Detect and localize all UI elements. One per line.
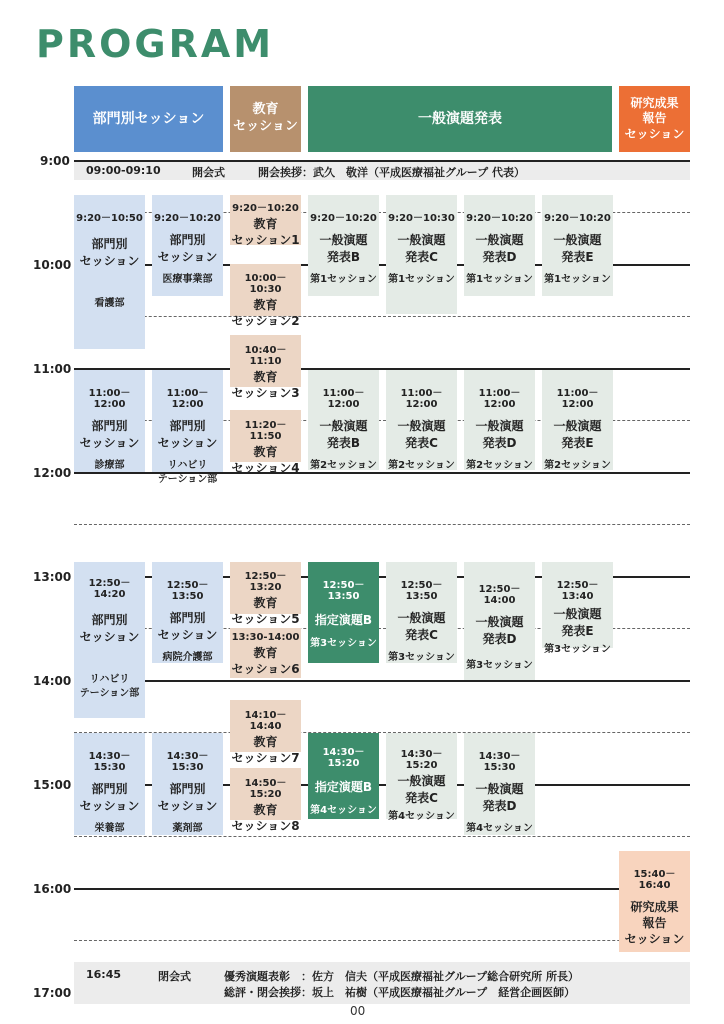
session-name: 教育 セッション6: [231, 646, 300, 677]
session-time: 11:00－12:00: [478, 388, 521, 410]
header-bumon: [74, 86, 223, 152]
session-name: 指定演題B: [314, 613, 373, 627]
time-label: 9:00: [40, 154, 70, 168]
session-time: 9:20－10:30: [388, 213, 455, 224]
session-sub: 第1セッション: [388, 273, 455, 285]
session-block: [152, 370, 223, 485]
session-block: [152, 733, 223, 835]
header-kyoiku-label: 教育 セッション: [233, 102, 298, 134]
session-block: [74, 562, 145, 718]
opening-name: 開会式: [192, 166, 225, 179]
session-name: 一般演題 発表C: [397, 419, 446, 451]
session-name: 一般演題 発表C: [397, 233, 446, 265]
session-sub: 医療事業部: [162, 273, 213, 285]
session-name: 教育 セッション3: [231, 370, 300, 401]
session-time: 11:00－12:00: [556, 388, 599, 410]
session-block: [230, 562, 301, 627]
half-hour-line: [74, 316, 690, 317]
time-label: 13:00: [33, 570, 72, 584]
session-block: [308, 733, 379, 819]
session-time: 9:20－10:20: [154, 213, 221, 224]
session-time: 13:30-14:00: [231, 632, 300, 643]
session-sub: 病院介護部: [162, 651, 213, 663]
session-time: 11:00－12:00: [400, 388, 443, 410]
session-time: 12:50－14:00: [478, 584, 521, 606]
session-block: [464, 370, 535, 470]
session-time: 15:40－16:40: [633, 869, 676, 891]
session-block: [542, 195, 613, 296]
closing-line2: 総評・閉会挨拶：坂上 祐樹（平成医療福祉グループ 経営企画医師）: [224, 986, 576, 999]
half-hour-line: [74, 836, 690, 837]
session-block: [230, 195, 301, 248]
session-block: [308, 562, 379, 663]
session-block: [542, 370, 613, 470]
session-sub: 診療部: [94, 459, 125, 471]
half-hour-line: [74, 940, 690, 941]
session-name: 部門別 セッション: [79, 237, 140, 269]
session-block: [619, 851, 690, 952]
session-name: 部門別 セッション: [79, 419, 140, 451]
session-time: 12:50－13:40: [556, 580, 599, 602]
session-block: [230, 768, 301, 834]
session-time: 9:20－10:20: [310, 213, 377, 224]
session-time: 11:00－12:00: [166, 388, 209, 410]
session-sub: 第3セッション: [310, 638, 377, 650]
session-block: [308, 370, 379, 470]
session-name: 一般演題 発表D: [475, 782, 524, 814]
closing-name: 閉会式: [158, 970, 191, 983]
header-ippan: [308, 86, 612, 152]
session-name: 一般演題 発表B: [319, 233, 368, 265]
hour-line: [74, 680, 690, 682]
session-time: 12:50－13:50: [322, 580, 365, 602]
session-time: 9:20－10:20: [466, 213, 533, 224]
header-kyoiku: [230, 86, 301, 152]
session-block: [230, 335, 301, 401]
session-sub: 第4セッション: [466, 822, 533, 834]
session-block: [74, 370, 145, 472]
session-block: [464, 195, 535, 296]
session-sub: 第2セッション: [466, 459, 533, 471]
session-sub: 第2セッション: [310, 459, 377, 471]
closing-line1: 優秀演題表彰 ：佐方 信夫（平成医療福祉グループ総合研究所 所長）: [224, 970, 579, 983]
session-name: 教育 セッション5: [231, 596, 300, 627]
page-number: 00: [350, 1004, 366, 1018]
session-block: [152, 195, 223, 296]
session-name: 教育 セッション4: [231, 445, 300, 476]
session-sub: 第2セッション: [544, 459, 611, 471]
session-block: [386, 195, 457, 314]
session-sub: 第1セッション: [466, 273, 533, 285]
session-block: [152, 562, 223, 663]
session-name: 指定演題B: [314, 780, 373, 794]
session-block: [386, 562, 457, 663]
session-block: [74, 733, 145, 835]
session-block: [230, 264, 301, 329]
session-block: [308, 195, 379, 296]
session-name: 一般演題 発表E: [553, 419, 602, 451]
session-time: 14:50－15:20: [244, 778, 287, 800]
time-label: 14:00: [33, 674, 72, 688]
closing-ceremony-bar: [74, 962, 690, 1004]
session-sub: リハビリ テーション部: [79, 673, 140, 699]
opening-desc: 開会挨拶：武久 敬洋（平成医療福祉グループ 代表）: [258, 166, 525, 179]
session-time: 12:50－13:20: [244, 571, 287, 593]
session-sub: 第2セッション: [388, 459, 455, 471]
time-label: 11:00: [33, 362, 72, 376]
session-time: 9:20－10:50: [76, 213, 143, 224]
header-kenkyu: [619, 86, 690, 152]
hour-line: [74, 888, 690, 890]
session-sub: 第4セッション: [388, 810, 455, 822]
session-time: 9:20－10:20: [232, 203, 299, 214]
session-sub: 第1セッション: [310, 273, 377, 285]
session-name: 教育 セッション2: [231, 298, 300, 329]
session-block: [542, 562, 613, 655]
session-time: 14:30－15:30: [88, 751, 131, 773]
time-label: 15:00: [33, 778, 72, 792]
session-sub: 栄養部: [94, 822, 125, 834]
session-name: 一般演題 発表B: [319, 419, 368, 451]
session-time: 14:30－15:20: [400, 749, 443, 771]
session-name: 教育 セッション1: [231, 217, 300, 248]
session-time: 11:00－12:00: [322, 388, 365, 410]
session-time: 14:30－15:20: [322, 747, 365, 769]
session-name: 研究成果 報告 セッション: [624, 900, 685, 947]
time-label: 10:00: [33, 258, 72, 272]
session-name: 部門別 セッション: [157, 233, 218, 265]
session-time: 9:20－10:20: [544, 213, 611, 224]
session-block: [230, 410, 301, 476]
session-time: 12:50－13:50: [400, 580, 443, 602]
half-hour-line: [74, 524, 690, 525]
page-title: PROGRAM: [36, 22, 275, 66]
session-name: 部門別 セッション: [157, 782, 218, 814]
session-name: 一般演題 発表E: [553, 233, 602, 265]
time-label: 12:00: [33, 466, 72, 480]
session-time: 11:00－12:00: [88, 388, 131, 410]
opening-time: 09:00-09:10: [86, 164, 161, 177]
session-name: 一般演題 発表D: [475, 615, 524, 647]
session-name: 教育 セッション8: [231, 803, 300, 834]
session-name: 一般演題 発表C: [397, 611, 446, 643]
session-block: [230, 700, 301, 766]
session-time: 10:40－11:10: [244, 345, 287, 367]
session-sub: 第3セッション: [544, 643, 611, 655]
time-label: 16:00: [33, 882, 72, 896]
session-name: 部門別 セッション: [157, 611, 218, 643]
time-label: 17:00: [33, 986, 72, 1000]
session-sub: リハビリ テーション部: [157, 459, 218, 485]
session-name: 一般演題 発表D: [475, 419, 524, 451]
session-sub: 第3セッション: [388, 651, 455, 663]
session-block: [464, 733, 535, 835]
session-time: 10:00－10:30: [244, 273, 287, 295]
session-sub: 薬剤部: [172, 822, 203, 834]
session-block: [386, 733, 457, 822]
session-time: 11:20－11:50: [244, 420, 287, 442]
session-name: 教育 セッション7: [231, 735, 300, 766]
session-time: 14:30－15:30: [166, 751, 209, 773]
session-sub: 看護部: [94, 297, 125, 309]
session-time: 14:30－15:30: [478, 751, 521, 773]
closing-time: 16:45: [86, 968, 122, 981]
opening-ceremony-bar: [74, 162, 690, 180]
session-time: 12:50－14:20: [88, 578, 131, 600]
session-time: 12:50－13:50: [166, 580, 209, 602]
session-block: [230, 628, 301, 678]
header-ippan-label: 一般演題発表: [418, 110, 502, 127]
session-name: 一般演題 発表C: [397, 774, 446, 806]
session-name: 部門別 セッション: [157, 419, 218, 451]
session-name: 一般演題 発表E: [553, 607, 602, 639]
session-block: [386, 370, 457, 470]
header-kenkyu-label: 研究成果 報告 セッション: [624, 95, 685, 141]
session-sub: 第4セッション: [310, 805, 377, 817]
session-name: 部門別 セッション: [79, 782, 140, 814]
session-name: 部門別 セッション: [79, 613, 140, 645]
header-bumon-label: 部門別セッション: [92, 110, 205, 127]
session-sub: 第1セッション: [544, 273, 611, 285]
session-time: 14:10－14:40: [244, 710, 287, 732]
session-block: [74, 195, 145, 349]
session-sub: 第3セッション: [466, 659, 533, 671]
session-block: [464, 562, 535, 680]
session-name: 一般演題 発表D: [475, 233, 524, 265]
